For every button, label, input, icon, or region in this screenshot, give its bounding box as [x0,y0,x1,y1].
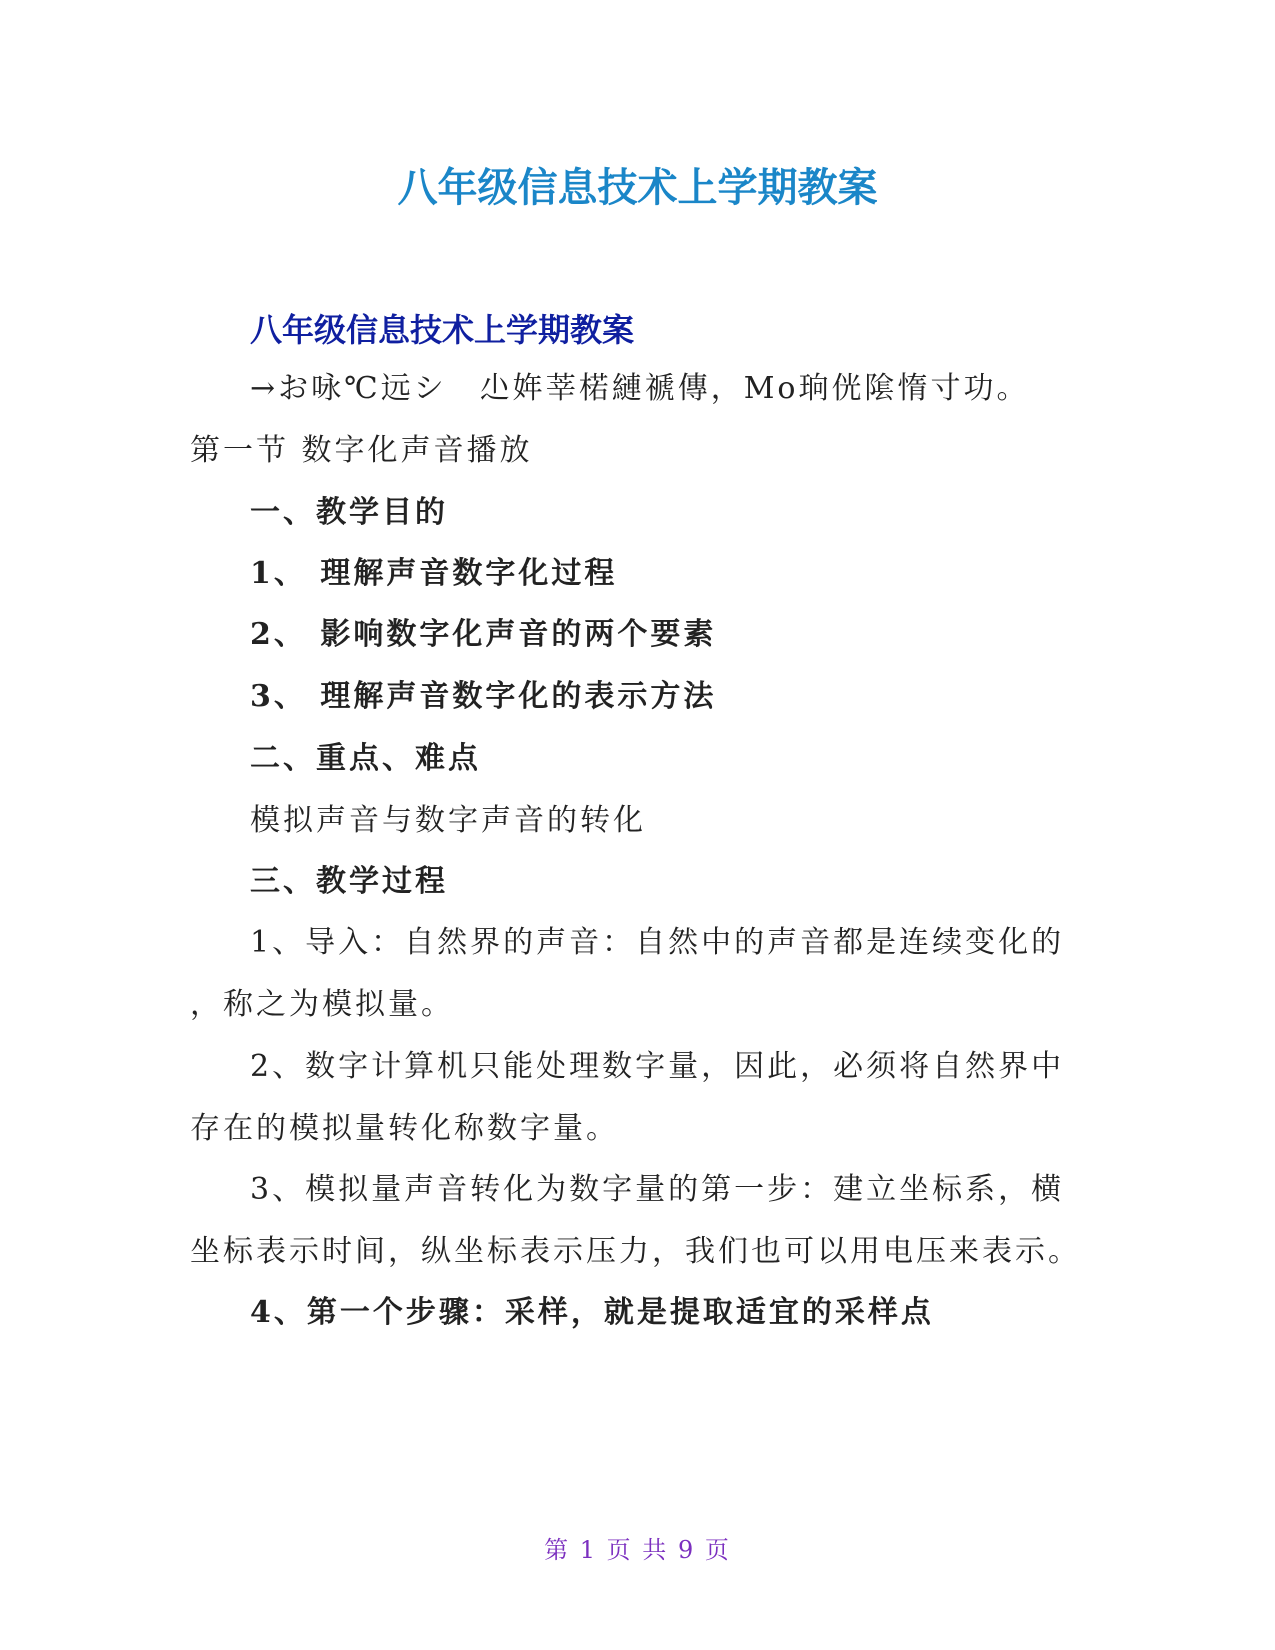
document-title: 八年级信息技术上学期教案 [397,165,878,211]
heading-teaching-goals: 一、教学目的 [250,495,448,530]
heading-key-points: 二、重点、难点 [250,741,481,776]
page-number-footer: 第 1 页 共 9 页 [544,1536,731,1564]
process-paragraph-2-line-1: 2、数字计算机只能处理数字量，因此，必须将自然界中 [250,1049,1065,1084]
process-paragraph-1-line-1: 1、导入：自然界的声音：自然中的声音都是连续变化的 [250,925,1065,960]
goal-item-1: 1、 理解声音数字化过程 [250,556,618,591]
process-paragraph-3-line-2: 坐标表示时间，纵坐标表示压力，我们也可以用电压来表示。 [190,1234,1081,1269]
goal-item-3: 3、 理解声音数字化的表示方法 [250,679,717,714]
process-paragraph-2-line-2: 存在的模拟量转化称数字量。 [190,1111,619,1146]
process-paragraph-3-line-1: 3、模拟量声音转化为数字量的第一步：建立坐标系，横 [250,1172,1065,1207]
section-heading: 第一节 数字化声音播放 [190,433,533,468]
process-paragraph-4: 4、第一个步骤：采样，就是提取适宜的采样点 [250,1295,934,1330]
document-subtitle: 八年级信息技术上学期教案 [250,311,635,349]
garbled-text-line: →お咏℃远シ 尐姩莘楉縺禠傳，Mo珦侊隂惰寸功。 [250,371,1030,406]
key-points-text: 模拟声音与数字声音的转化 [250,803,646,838]
goal-item-2: 2、 影响数字化声音的两个要素 [250,617,717,652]
heading-teaching-process: 三、教学过程 [250,864,448,899]
process-paragraph-1-line-2: ，称之为模拟量。 [190,987,454,1022]
